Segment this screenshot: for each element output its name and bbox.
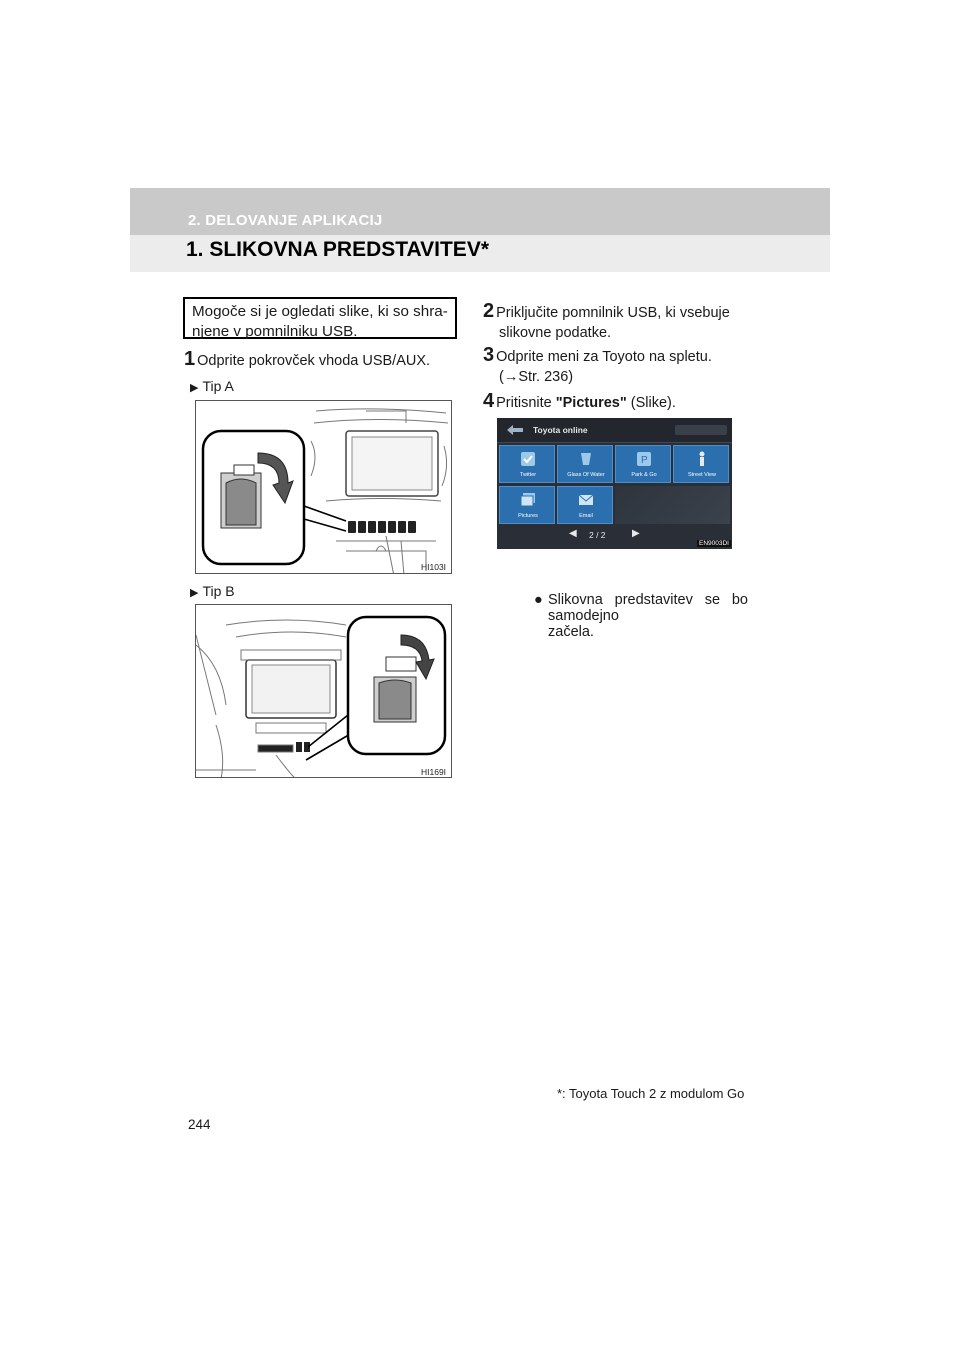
step-text-line-2: slikovne podatke. — [499, 325, 612, 341]
tile-label: Pictures — [518, 513, 538, 519]
next-page-icon[interactable]: ▶ — [632, 528, 640, 539]
step-number: 4 — [483, 390, 495, 412]
intro-line-2: njene v pomnilniku USB. — [192, 323, 358, 340]
intro-line-1: Mogoče si je ogledati slike, ki so shra- — [192, 303, 448, 320]
step-number: 3 — [483, 344, 495, 366]
step-number: 2 — [483, 300, 495, 322]
email-icon — [578, 493, 594, 507]
tile-label: Email — [579, 513, 593, 519]
figure-code-a: HI103I — [421, 562, 447, 572]
svg-text:P: P — [641, 455, 648, 466]
arrow-right-icon: ▶ — [190, 382, 199, 394]
figure-code-b: HI169I — [421, 767, 447, 777]
page-reference-link[interactable]: (→Str. 236) — [499, 369, 574, 385]
tile-label: Street View — [687, 472, 717, 478]
tile-street-view[interactable] — [673, 445, 729, 483]
page-title: 1. SLIKOVNA PREDSTAVITEV* — [186, 238, 489, 261]
toyota-online-screen — [497, 418, 732, 549]
twitter-icon — [520, 451, 536, 467]
step-text-line-1: Priključite pomnilnik USB, ki vsebuje — [496, 305, 730, 321]
dashboard-illustration-b — [196, 605, 452, 778]
step-text-line-1: Odprite meni za Toyoto na spletu. — [496, 349, 712, 365]
step-4 — [483, 391, 749, 413]
status-indicators — [675, 425, 727, 435]
screen-title: Toyota online — [533, 425, 588, 435]
page-indicator: 2 / 2 — [589, 530, 606, 540]
back-icon[interactable] — [505, 424, 525, 436]
glass-icon — [578, 451, 594, 467]
page-number: 244 — [188, 1117, 211, 1132]
figure-type-a — [195, 400, 452, 574]
tile-park-and-go[interactable] — [615, 445, 671, 483]
step-1 — [184, 349, 430, 371]
prev-page-icon[interactable]: ◀ — [569, 528, 577, 539]
tile-email[interactable] — [557, 486, 613, 524]
figure-code-screen: EN9003DI — [699, 540, 729, 547]
note-line-1: Slikovna predstavitev se bo samodejno — [548, 592, 748, 624]
bullet-dot-icon: ● — [534, 592, 543, 608]
step-3 — [483, 345, 749, 387]
tile-label: Glass Of Water — [567, 472, 605, 478]
dashboard-illustration-a — [196, 401, 452, 574]
type-b-text: Tip B — [202, 583, 235, 599]
intro-box — [183, 297, 457, 339]
parking-icon — [636, 451, 652, 467]
empty-tile-area — [615, 486, 730, 524]
figure-type-b — [195, 604, 452, 778]
step-2 — [483, 301, 749, 343]
type-b-label — [190, 583, 235, 599]
tile-twitter[interactable] — [499, 445, 555, 483]
tile-pictures[interactable] — [499, 486, 555, 524]
tile-glass-of-water[interactable] — [557, 445, 613, 483]
result-note — [534, 592, 748, 640]
arrow-right-icon: ▶ — [190, 587, 199, 599]
tile-label: Park & Go — [631, 472, 657, 478]
screen-status-bar — [497, 418, 732, 443]
pictures-icon — [520, 492, 536, 508]
step-text-bold: "Pictures" — [555, 395, 627, 411]
step-number: 1 — [184, 348, 196, 370]
step-text-post: (Slike). — [626, 395, 676, 411]
note-line-2: začela. — [548, 624, 594, 640]
type-a-text: Tip A — [202, 378, 234, 394]
tile-label: Twitter — [519, 472, 537, 478]
type-a-label — [190, 378, 234, 394]
footnote: *: Toyota Touch 2 z modulom Go — [557, 1086, 745, 1101]
person-icon — [696, 451, 708, 467]
step-text: Odprite pokrovček vhoda USB/AUX. — [197, 353, 431, 369]
section-title: 2. DELOVANJE APLIKACIJ — [188, 212, 383, 229]
step-text-pre: Pritisnite — [496, 395, 556, 411]
